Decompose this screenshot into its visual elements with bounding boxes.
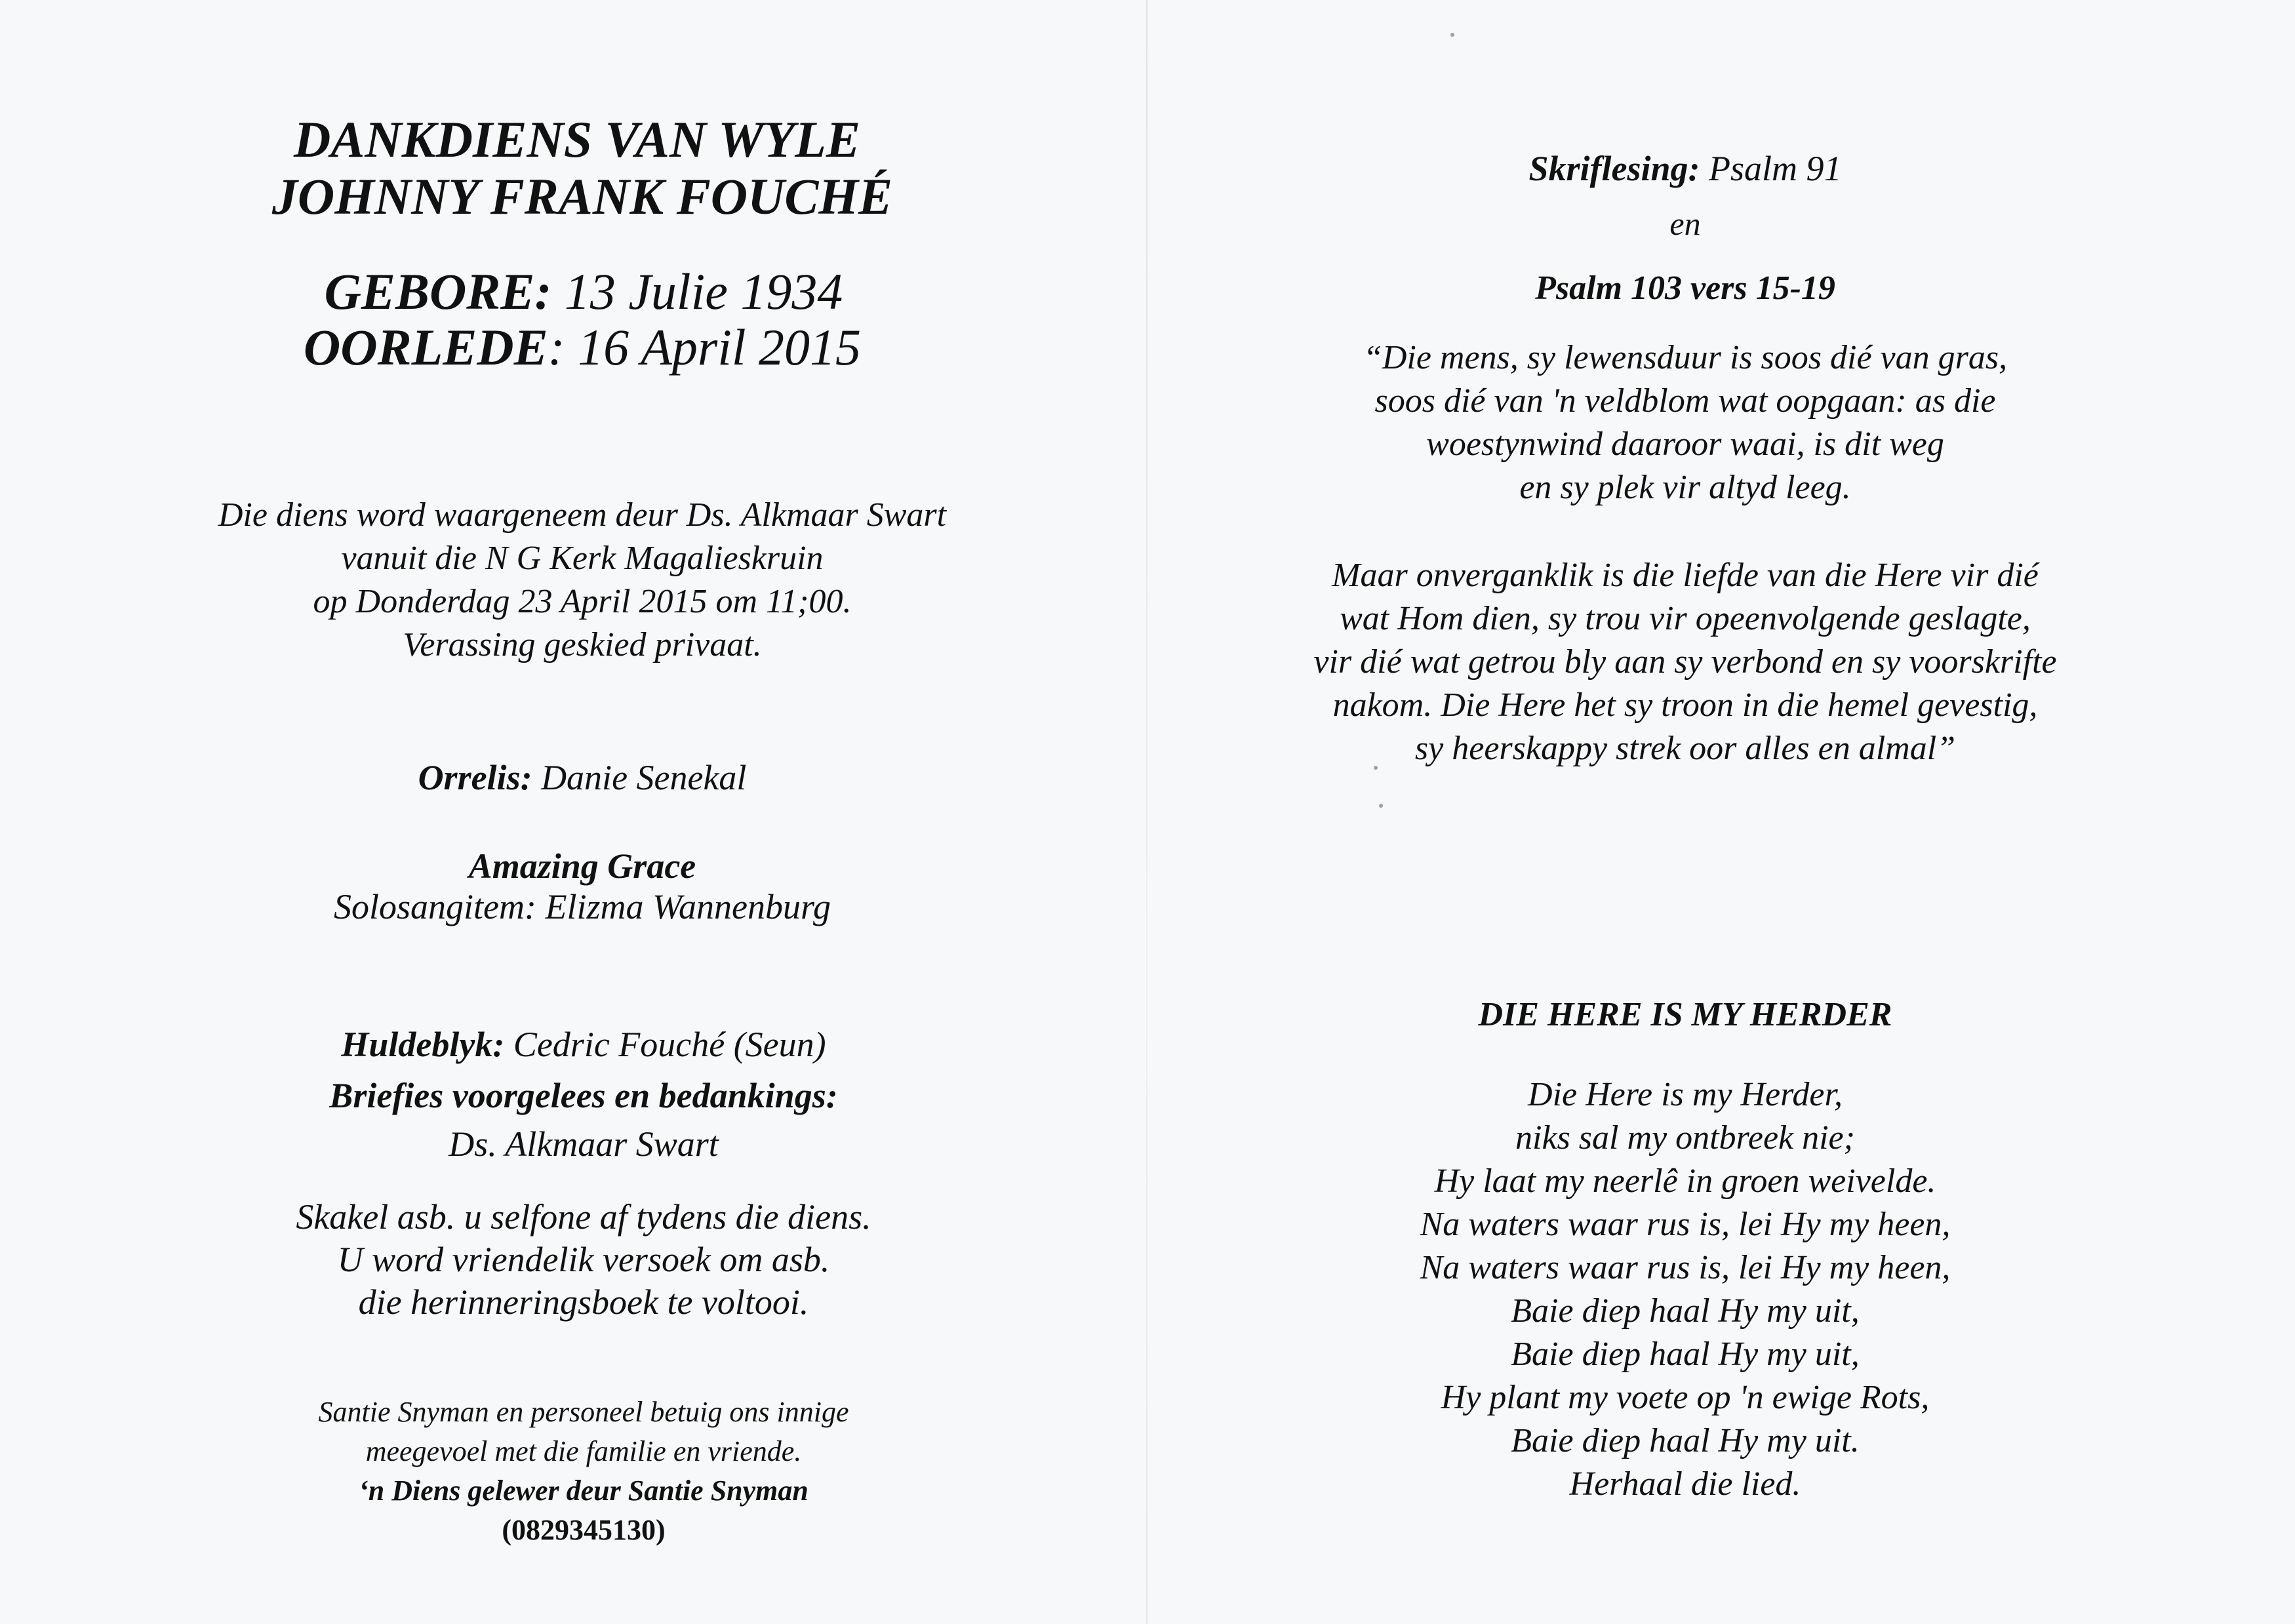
- hymn-line: Hy plant my voete op 'n ewige Rots,: [1441, 1379, 1930, 1416]
- tribute-line: [0, 1024, 1167, 1065]
- scan-speck: [1374, 766, 1378, 770]
- notice-line: U word vriendelik versoek om asb.: [337, 1240, 830, 1279]
- title-line-2: JOHNNY FRANK FOUCHÉ: [271, 168, 893, 225]
- quote-line: woestynwind daaroor waai, is dit weg: [1426, 426, 1944, 463]
- hymn-line: Na waters waar rus is, lei Hy my heen,: [1420, 1206, 1951, 1243]
- hymn-line: Herhaal die lied.: [1569, 1465, 1801, 1503]
- psalm-reference: Psalm 103 vers 15-19: [1535, 269, 1835, 307]
- hymn-line: Hy laat my neerlê in groen weivelde.: [1434, 1162, 1936, 1200]
- hymn-line: Baie diep haal Hy my uit,: [1511, 1336, 1860, 1373]
- died-label: OORLEDE: [303, 319, 548, 376]
- song-title: Amazing Grace: [468, 846, 696, 886]
- hymn-line: Baie diep haal Hy my uit,: [1511, 1292, 1860, 1330]
- letters-by: Ds. Alkmaar Swart: [449, 1124, 719, 1164]
- born-label: GEBORE:: [324, 263, 552, 320]
- organist-line: [0, 757, 1165, 798]
- title-line-1: DANKDIENS VAN WYLE: [294, 111, 860, 168]
- quote-line: en sy plek vir altyd leeg.: [1519, 469, 1851, 506]
- quote-line: nakom. Die Here het sy troon in die hemel gevestig,: [1332, 686, 2038, 724]
- died-line: [0, 318, 1165, 377]
- born-date: 13 Julie 1934: [551, 263, 843, 320]
- letters-label: Briefies voorgelees en bedankings:: [329, 1076, 838, 1115]
- hymn-line: Baie diep haal Hy my uit.: [1511, 1422, 1860, 1459]
- service-line: vanuit die N G Kerk Magalieskruin: [341, 540, 824, 577]
- scan-speck: [1379, 804, 1383, 808]
- scripture-reading-label: Skriflesing:: [1528, 149, 1700, 188]
- scan-speck: [1450, 33, 1454, 37]
- hymn-line: Die Here is my Herder,: [1528, 1076, 1843, 1113]
- tribute-label: Huldeblyk:: [341, 1025, 505, 1064]
- right-page: [1148, 0, 2295, 1624]
- footer-phone: (0829345130): [502, 1514, 666, 1546]
- footer-line: Santie Snyman en personeel betuig ons innige: [318, 1396, 849, 1428]
- organist-label: Orrelis:: [418, 758, 532, 797]
- quote-line: vir dié wat getrou bly aan sy verbond en sy voorskrifte: [1313, 643, 2057, 681]
- tribute-name: Cedric Fouché (Seun): [504, 1025, 826, 1064]
- quote-line: Maar onverganklik is die liefde van die Here vir dié: [1332, 557, 2039, 594]
- scripture-reading-value: Psalm 91: [1700, 149, 1842, 188]
- hymn-line: Na waters waar rus is, lei Hy my heen,: [1420, 1249, 1951, 1286]
- died-date: : 16 April 2015: [548, 319, 862, 376]
- scripture-reading-line: [1095, 148, 2275, 189]
- left-page: [0, 0, 1146, 1624]
- born-line: [0, 262, 1167, 321]
- footer-line: ‘n Diens gelewer deur Santie Snyman: [359, 1475, 808, 1507]
- service-line: op Donderdag 23 April 2015 om 11;00.: [313, 583, 852, 620]
- service-line: Die diens word waargeneem deur Ds. Alkmaar Swart: [218, 496, 947, 534]
- footer-line: meegevoel met die familie en vriende.: [365, 1435, 802, 1467]
- service-line: Verassing geskied privaat.: [403, 626, 762, 663]
- quote-line: “Die mens, sy lewensduur is soos dié van gras,: [1363, 339, 2008, 376]
- quote-line: wat Hom dien, sy trou vir opeenvolgende geslagte,: [1340, 600, 2031, 637]
- and-word: en: [1669, 205, 1701, 242]
- soloist-line: Solosangitem: Elizma Wannenburg: [334, 887, 831, 926]
- organist-name: Danie Senekal: [532, 758, 747, 797]
- notice-line: die herinneringsboek te voltooi.: [358, 1282, 809, 1322]
- quote-line: soos dié van 'n veldblom wat oopgaan: as die: [1374, 382, 1996, 420]
- hymn-title: DIE HERE IS MY HERDER: [1478, 996, 1892, 1033]
- quote-line: sy heerskappy strek oor alles en almal”: [1414, 730, 1956, 767]
- hymn-line: niks sal my ontbreek nie;: [1515, 1119, 1855, 1157]
- notice-line: Skakel asb. u selfone af tydens die diens.: [296, 1197, 871, 1237]
